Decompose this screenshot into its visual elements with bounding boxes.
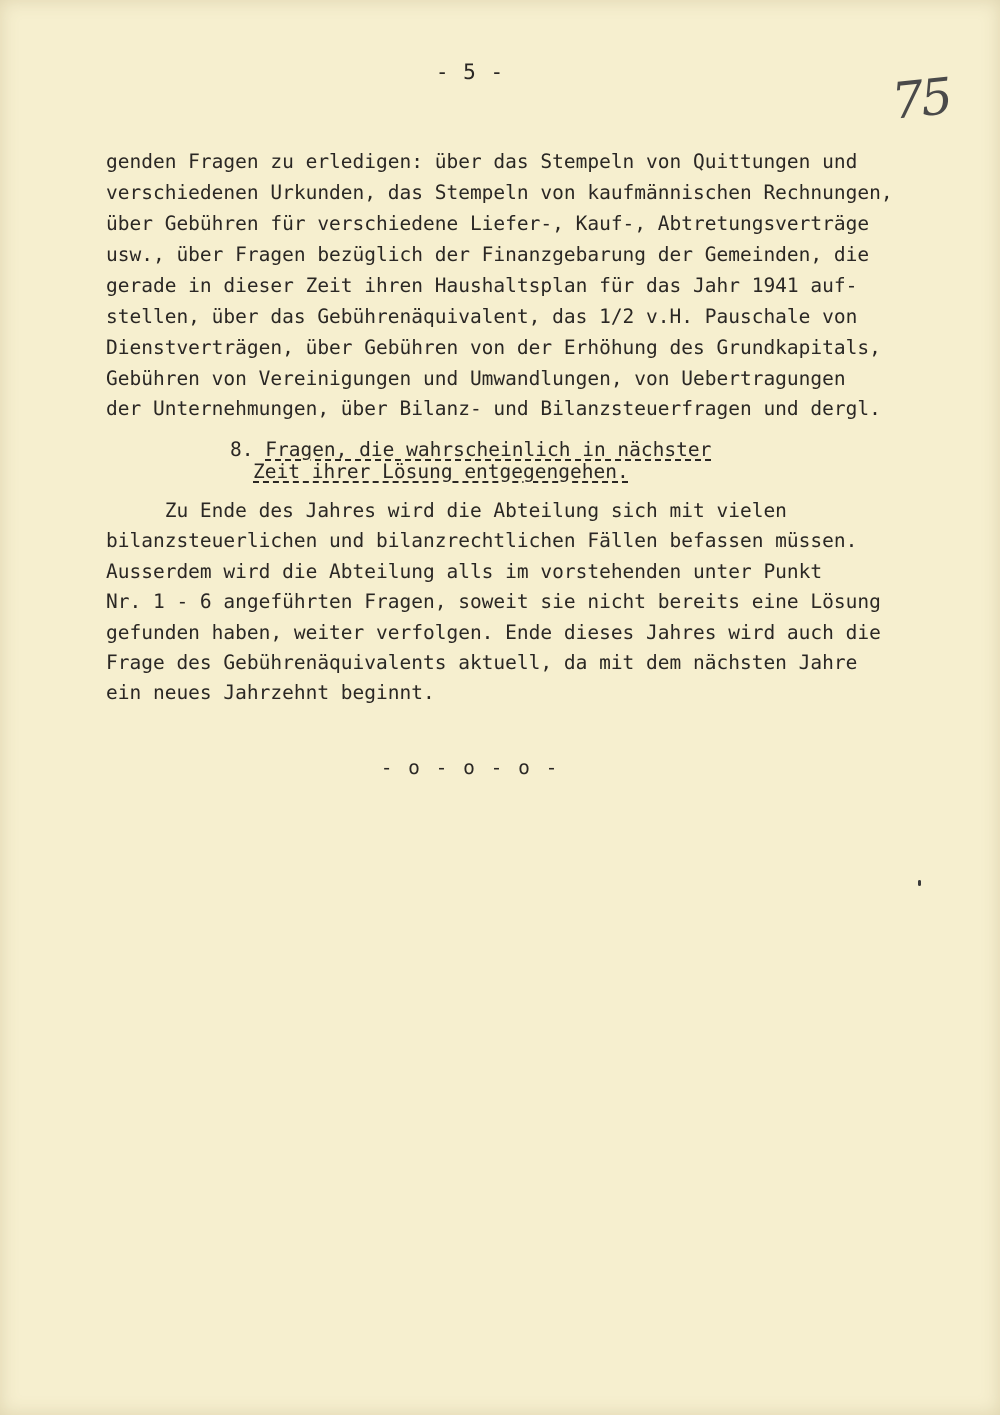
section-title: Fragen, die wahrscheinlich in nächster xyxy=(265,438,712,461)
text-line: stellen, über das Gebührenäquivalent, das 1/2 v.H. Pauschale von xyxy=(106,305,858,328)
section-number: 8. xyxy=(230,438,254,461)
page-number: - 5 - xyxy=(435,60,505,84)
text-line: der Unternehmungen, über Bilanz- und Bilanzsteuerfragen und dergl. xyxy=(106,397,881,420)
text-line: usw., über Fragen bezüglich der Finanzgebarung der Gemeinden, die xyxy=(106,243,870,266)
end-mark: - o - o - o - xyxy=(380,756,560,779)
text-line: über Gebühren für verschiedene Liefer-, Kauf-, Abtretungsverträge xyxy=(106,212,870,235)
text-line: Zu Ende des Jahres wird die Abteilung sich mit vielen xyxy=(106,499,787,522)
section-heading-line xyxy=(253,462,629,482)
handwritten-folio-number: 75 xyxy=(889,67,953,131)
text-line: Gebühren von Vereinigungen und Umwandlungen, von Uebertragungen xyxy=(106,367,846,390)
text-line: gefunden haben, weiter verfolgen. Ende dieses Jahres wird auch die xyxy=(106,621,881,644)
paper-speck xyxy=(918,880,921,886)
text-line: verschiedenen Urkunden, das Stempeln von kaufmännischen Rechnungen, xyxy=(106,181,893,204)
text-line: Nr. 1 - 6 angeführten Fragen, soweit sie nicht bereits eine Lösung xyxy=(106,590,881,613)
text-line: Ausserdem wird die Abteilung alls im vorstehenden unter Punkt xyxy=(106,560,823,583)
text-line: bilanzsteuerlichen und bilanzrechtlichen Fällen befassen müssen. xyxy=(106,529,858,552)
section-title: Zeit ihrer Lösung entgegengehen. xyxy=(253,460,629,483)
text-line: Frage des Gebührenäquivalents aktuell, da mit dem nächsten Jahre xyxy=(106,651,858,674)
text-line: gerade in dieser Zeit ihren Haushaltsplan für das Jahr 1941 auf- xyxy=(106,274,858,297)
text-line: Dienstverträgen, über Gebühren von der Erhöhung des Grundkapitals, xyxy=(106,336,881,359)
section-heading-line xyxy=(230,440,711,460)
text-line: genden Fragen zu erledigen: über das Stempeln von Quittungen und xyxy=(106,150,858,173)
text-line: ein neues Jahrzehnt beginnt. xyxy=(106,681,435,704)
